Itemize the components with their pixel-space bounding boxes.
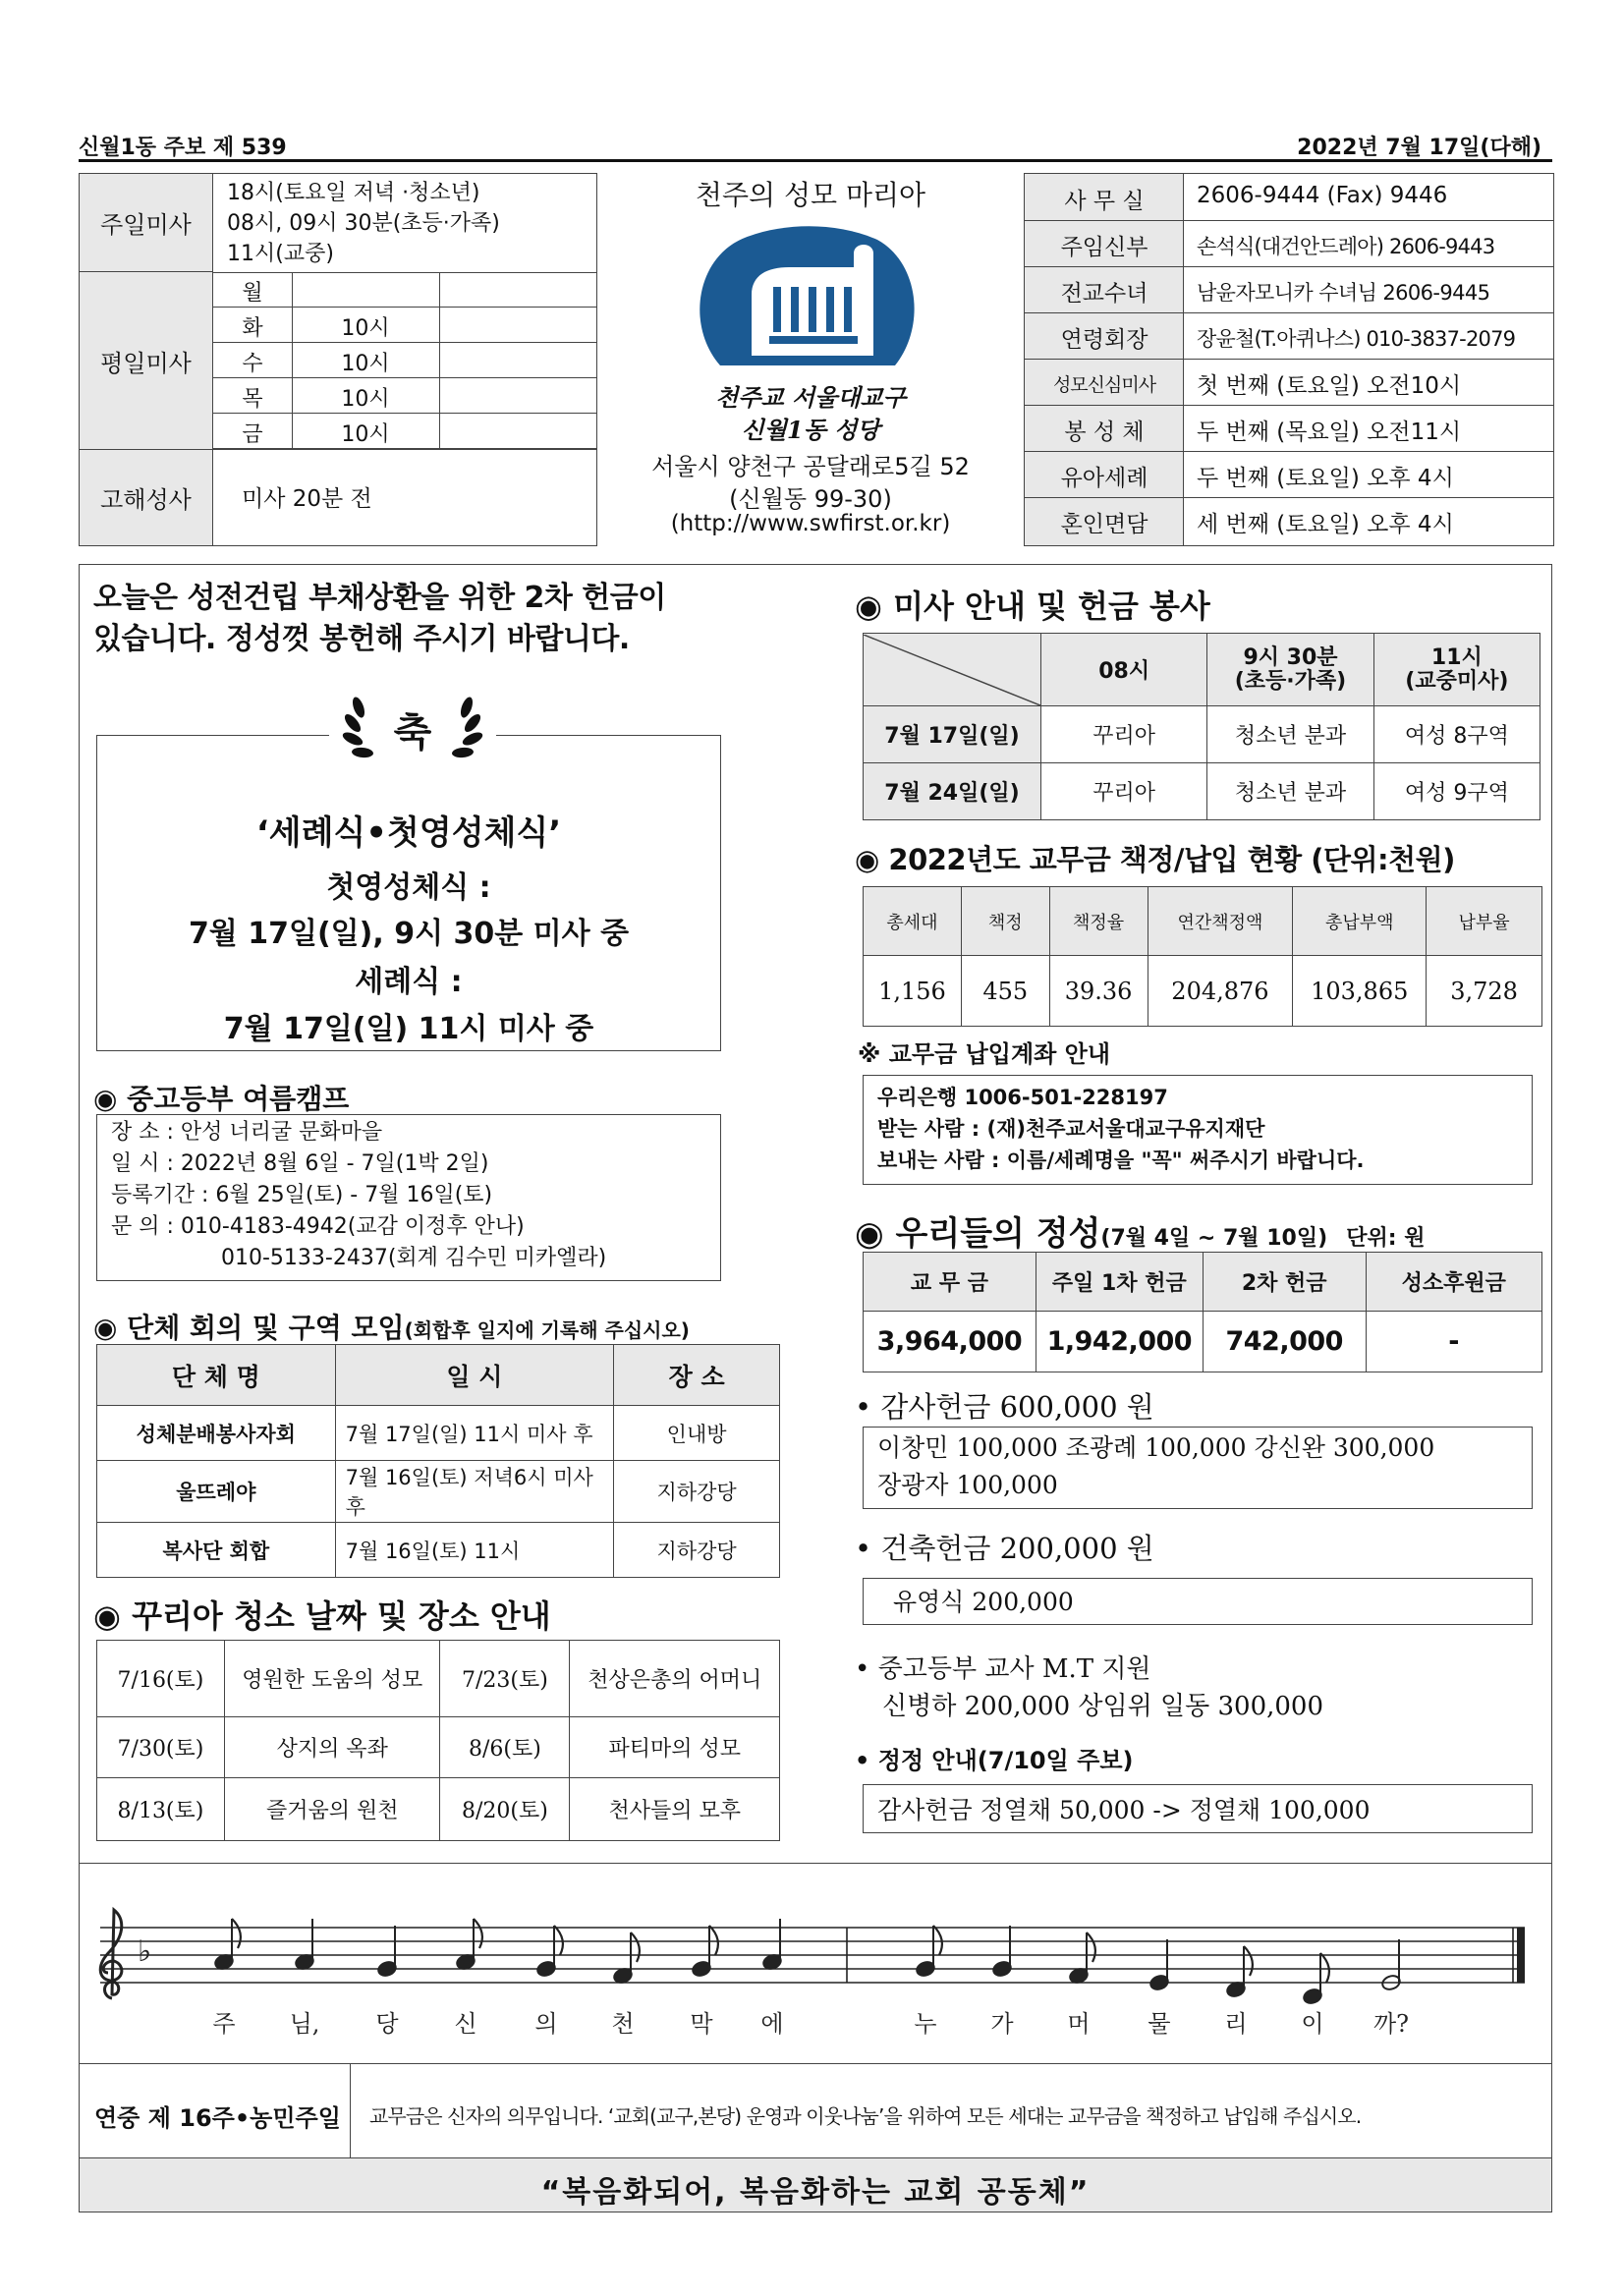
contacts-table xyxy=(1024,173,1554,546)
celebration-badge-text: 축 xyxy=(393,710,432,756)
diagonal-cell xyxy=(864,634,1041,706)
meetings-header-time: 일 시 xyxy=(335,1345,614,1406)
mass-guide-header-0800: 08시 xyxy=(1041,634,1207,706)
lyric-syllable: 리 xyxy=(1224,2010,1248,2038)
dues-duty-notice: 교무금은 신자의 의무입니다. ‘교회(교구,본당) 운영과 이웃나눔’을 위하여 모든 세대는 교무금을 책정하고 납입해 주십시오. xyxy=(369,2104,1362,2128)
mass-guide-table xyxy=(863,633,1540,820)
music-note xyxy=(691,1926,718,1978)
lyric-syllable: 님, xyxy=(289,2010,320,2038)
offerings-header: 주일 1차 헌금 xyxy=(1036,1253,1203,1312)
meeting-place: 지하강당 xyxy=(614,1461,780,1523)
table-row xyxy=(864,706,1540,763)
weekday-wed-pm: 10시 xyxy=(341,352,390,376)
offerings-value: 1,942,000 xyxy=(1036,1312,1203,1372)
mass-guide-title: ◉ 미사 안내 및 헌금 봉사 xyxy=(855,588,1210,625)
meeting-group: 성체분배봉사자회 xyxy=(97,1406,336,1461)
camp-title: ◉ 중고등부 여름캠프 xyxy=(93,1083,350,1115)
dues-value: 3,728 xyxy=(1427,956,1542,1027)
cleaning-group: 상지의 옥좌 xyxy=(224,1717,440,1778)
weekday-grid xyxy=(213,272,596,449)
lyric-syllable: 머 xyxy=(1067,2010,1091,2038)
mass-guide-date: 7월 17일(일) xyxy=(864,706,1041,763)
lyric-syllable: 막 xyxy=(690,2010,713,2038)
cleaning-date: 7/30(토) xyxy=(97,1717,225,1778)
table-row xyxy=(864,956,1542,1027)
sunday-mass-times xyxy=(227,178,500,269)
camp-registration: 등록기간 : 6월 25일(토) - 7월 16일(토) xyxy=(111,1183,493,1207)
table-row xyxy=(97,1641,780,1717)
cleaning-group: 즐거움의 원천 xyxy=(224,1778,440,1841)
mass-guide-cell: 꾸리아 xyxy=(1041,706,1207,763)
mass-guide-header-0930-note: (초등·가족) xyxy=(1234,668,1347,694)
contact-value-marian: 첫 번째 (토요일) 오전10시 xyxy=(1197,373,1462,399)
bulletin-date: 2022년 7월 17일(다해) xyxy=(1297,136,1541,160)
table-row xyxy=(864,1312,1542,1372)
music-note xyxy=(1380,1939,1401,1991)
mass-guide-date: 7월 24일(일) xyxy=(864,763,1041,820)
offerings-table xyxy=(863,1252,1542,1372)
dues-header: 납부율 xyxy=(1427,887,1542,956)
dues-value: 455 xyxy=(961,956,1049,1027)
dues-header: 책정율 xyxy=(1049,887,1148,956)
account-sender-note: 보내는 사람 : 이름/세례명을 "꼭" 써주시기 바랍니다. xyxy=(877,1148,1365,1172)
offerings-value: - xyxy=(1366,1312,1541,1372)
meeting-group: 울뜨레야 xyxy=(97,1461,336,1523)
weekday-tue: 화 xyxy=(242,316,263,341)
dues-value: 204,876 xyxy=(1148,956,1293,1027)
camp-contact-1: 문 의 : 010-4183-4942(교감 이정후 안나) xyxy=(111,1214,525,1239)
table-row xyxy=(864,763,1540,820)
weekday-mass-label: 평일미사 xyxy=(80,272,213,449)
mass-guide-header-1100-time: 11시 xyxy=(1430,644,1483,670)
meetings-title: ◉ 단체 회의 및 구역 모임 xyxy=(93,1312,405,1344)
offerings-unit: 단위: 원 xyxy=(1346,1226,1426,1251)
sunday-mass-label: 주일미사 xyxy=(80,174,213,272)
dues-value: 39.36 xyxy=(1049,956,1148,1027)
teacher-support-title: • 중고등부 교사 M.T 지원 xyxy=(855,1654,1151,1684)
music-note xyxy=(761,1919,782,1971)
teacher-support-donors: 신병하 200,000 상임위 일동 300,000 xyxy=(882,1692,1324,1721)
teacher-support xyxy=(855,1651,1323,1725)
account-bank: 우리은행 1006-501-228197 xyxy=(877,1086,1168,1109)
confession-value: 미사 20분 전 xyxy=(242,486,372,512)
meetings-header-group: 단 체 명 xyxy=(97,1345,336,1406)
contact-label-pastor: 주임신부 xyxy=(1060,235,1148,260)
music-note xyxy=(455,1919,482,1971)
first-communion-time: 7월 17일(일), 9시 30분 미사 중 xyxy=(188,917,630,951)
mass-guide-cell: 꾸리아 xyxy=(1041,763,1207,820)
dues-table xyxy=(863,886,1542,1027)
lyric-syllable: 누 xyxy=(914,2010,937,2038)
dues-value: 103,865 xyxy=(1293,956,1427,1027)
table-row xyxy=(97,1406,780,1461)
contact-value-sister: 남윤자모니카 수녀님 2606-9445 xyxy=(1197,281,1490,305)
meeting-place: 지하강당 xyxy=(614,1523,780,1578)
offerings-header: 2차 헌금 xyxy=(1203,1253,1366,1312)
cleaning-group: 파티마의 성모 xyxy=(570,1717,780,1778)
parish-logo xyxy=(691,218,926,375)
offerings-header: 성소후원금 xyxy=(1366,1253,1541,1312)
mass-guide-cell: 여성 9구역 xyxy=(1373,763,1540,820)
contact-label-communion: 봉 성 체 xyxy=(1064,420,1145,445)
header-rule xyxy=(79,159,1552,162)
dues-header: 총납부액 xyxy=(1293,887,1427,956)
music-note xyxy=(1148,1939,1169,1991)
parish-address: 서울시 양천구 공달래로5길 52 xyxy=(651,453,970,480)
contact-value-communion: 두 번째 (목요일) 오전11시 xyxy=(1197,420,1462,445)
meetings-header-place: 장 소 xyxy=(614,1345,780,1406)
notice-line-1: 오늘은 성전건립 부채상환을 위한 2차 헌금이 xyxy=(93,581,666,615)
meetings-note: (회합후 일지에 기록해 주십시오) xyxy=(404,1318,690,1342)
baptism-time: 7월 17일(일) 11시 미사 중 xyxy=(223,1012,594,1046)
weekday-wed: 수 xyxy=(242,352,263,376)
logo-script-diocese: 천주교 서울대교구 xyxy=(715,383,906,412)
building-offering-donor: 유영식 200,000 xyxy=(893,1588,1074,1616)
weekday-thu: 목 xyxy=(242,387,263,412)
music-note xyxy=(612,1932,640,1985)
contact-label-marriage: 혼인면담 xyxy=(1060,512,1148,537)
cleaning-date: 7/16(토) xyxy=(97,1641,225,1717)
liturgical-week: 연중 제 16주•농민주일 xyxy=(94,2104,341,2132)
mass-guide-cell: 여성 8구역 xyxy=(1373,706,1540,763)
cleaning-date: 7/23(토) xyxy=(440,1641,570,1717)
notice-line-2: 있습니다. 정성껏 봉헌해 주시기 바랍니다. xyxy=(93,622,630,656)
camp-place: 장 소 : 안성 너리굴 문화마을 xyxy=(111,1120,383,1145)
contact-value-funeral: 장윤철(T.아퀴나스) 010-3837-2079 xyxy=(1197,327,1516,351)
meeting-time: 7월 17일(일) 11시 미사 후 xyxy=(335,1406,614,1461)
table-row xyxy=(97,1461,780,1523)
lyric-syllable: 당 xyxy=(375,2010,399,2038)
table-row xyxy=(97,1523,780,1578)
music-note xyxy=(1225,1946,1253,1998)
contact-value-baptism: 두 번째 (토요일) 오후 4시 xyxy=(1197,466,1454,491)
contact-label-marian: 성모신심미사 xyxy=(1052,374,1156,396)
account-box xyxy=(863,1075,1533,1185)
hymn-notes xyxy=(79,1863,1552,2063)
meeting-group: 복사단 회합 xyxy=(97,1523,336,1578)
contact-label-office: 사 무 실 xyxy=(1064,189,1145,214)
music-note xyxy=(915,1926,942,1978)
lyric-syllable: 주 xyxy=(212,2010,236,2038)
mass-guide-header-1100-note: (교중미사) xyxy=(1405,668,1509,694)
music-note xyxy=(294,1919,314,1971)
lyric-syllable: 천 xyxy=(611,2010,635,2038)
parish-slogan: “복음화되어, 복음화하는 교회 공동체” xyxy=(540,2175,1091,2210)
dues-header: 총세대 xyxy=(864,887,962,956)
meeting-time: 7월 16일(토) 저녁6시 미사 후 xyxy=(335,1461,614,1523)
building-offering-title: • 건축헌금 200,000 원 xyxy=(855,1532,1154,1565)
flat-sign-icon: ♭ xyxy=(138,1934,152,1969)
building-offering-box xyxy=(863,1578,1533,1625)
account-recipient: 받는 사람 : (재)천주교서울대교구유지재단 xyxy=(877,1117,1265,1141)
lyric-syllable: 신 xyxy=(454,2010,477,2038)
cleaning-date: 8/6(토) xyxy=(440,1717,570,1778)
dues-header: 책정 xyxy=(961,887,1049,956)
offerings-header: 교 무 금 xyxy=(864,1253,1036,1312)
dues-title: ◉ 2022년도 교무금 책정/납입 현황 (단위:천원) xyxy=(855,843,1455,876)
lyric-syllable: 이 xyxy=(1301,2010,1324,2038)
thanks-offering-donors-2: 장광자 100,000 xyxy=(877,1471,1058,1499)
music-note xyxy=(535,1926,563,1978)
contact-value-pastor: 손석식(대건안드레아) 2606-9443 xyxy=(1197,235,1495,258)
music-note xyxy=(1068,1932,1095,1985)
table-row xyxy=(97,1717,780,1778)
mass-guide-header-0930-time: 9시 30분 xyxy=(1243,644,1338,670)
weekday-thu-pm: 10시 xyxy=(341,387,390,412)
meetings-heading xyxy=(93,1307,690,1346)
lyric-syllable: 의 xyxy=(534,2010,558,2038)
thanks-offering-box xyxy=(863,1427,1533,1509)
bulletin-number: 신월1동 주보 제 539 xyxy=(79,136,287,160)
parish-website-link[interactable]: (http://www.swfirst.or.kr) xyxy=(670,511,951,536)
cleaning-date: 8/13(토) xyxy=(97,1778,225,1841)
parish-patron-title: 천주의 성모 마리아 xyxy=(695,179,926,211)
offerings-period: (7월 4일 ~ 7월 10일) xyxy=(1100,1226,1328,1251)
offerings-value: 3,964,000 xyxy=(864,1312,1036,1372)
camp-contact-2: 010-5133-2437(회계 김수민 미카엘라) xyxy=(221,1246,607,1270)
baptism-label: 세례식 : xyxy=(355,965,463,999)
church-logo-icon xyxy=(691,218,926,375)
confession-label: 고해성사 xyxy=(80,449,213,545)
cleaning-title: ◉ 꾸리아 청소 날짜 및 장소 안내 xyxy=(93,1597,551,1635)
cleaning-table xyxy=(96,1640,780,1841)
music-note xyxy=(1302,1953,1329,2005)
contact-value-marriage: 세 번째 (토요일) 오후 4시 xyxy=(1197,512,1454,537)
camp-date: 일 시 : 2022년 8월 6일 - 7일(1박 2일) xyxy=(111,1151,489,1176)
lyric-syllable: 까? xyxy=(1372,2010,1410,2038)
cleaning-group: 영원한 도움의 성모 xyxy=(224,1641,440,1717)
correction-title: • 정정 안내(7/10일 주보) xyxy=(855,1747,1134,1774)
contact-label-funeral: 연령회장 xyxy=(1060,327,1148,353)
thanks-offering-donors-1: 이창민 100,000 조광례 100,000 강신완 300,000 xyxy=(877,1433,1435,1462)
music-note xyxy=(991,1926,1012,1978)
laurel-badge xyxy=(329,688,496,770)
weekday-mon: 월 xyxy=(242,281,263,306)
special-collection-notice xyxy=(93,578,666,660)
sunday-time-2: 08시, 09시 30분(초등·가족) xyxy=(227,211,500,236)
mass-guide-cell: 청소년 분과 xyxy=(1207,706,1373,763)
lyric-syllable: 에 xyxy=(760,2010,784,2038)
sunday-time-3: 11시(교중) xyxy=(227,242,334,266)
offerings-title: ◉ 우리들의 정성 xyxy=(855,1214,1101,1254)
lyric-syllable: 가 xyxy=(990,2010,1014,2038)
sunday-time-1: 18시(토요일 저녁 ·청소년) xyxy=(227,181,480,205)
cleaning-group: 천상은총의 어머니 xyxy=(570,1641,780,1717)
meetings-table xyxy=(96,1344,780,1578)
meeting-place: 인내방 xyxy=(614,1406,780,1461)
account-title: ※ 교무금 납입계좌 안내 xyxy=(858,1040,1111,1068)
celebration-title: ‘세례식•첫영성체식’ xyxy=(255,813,562,853)
weekday-tue-pm: 10시 xyxy=(341,316,390,341)
meeting-time: 7월 16일(토) 11시 xyxy=(335,1523,614,1578)
correction-box xyxy=(863,1784,1533,1833)
contact-label-sister: 전교수녀 xyxy=(1060,281,1148,307)
weekday-fri: 금 xyxy=(242,422,263,447)
music-note xyxy=(213,1919,241,1971)
dues-header: 연간책정액 xyxy=(1148,887,1293,956)
contact-value-office: 2606-9444 (Fax) 9446 xyxy=(1197,183,1448,208)
parish-address-lot: (신월동 99-30) xyxy=(729,485,892,513)
camp-box xyxy=(96,1114,721,1281)
table-row xyxy=(97,1778,780,1841)
cleaning-group: 천사들의 모후 xyxy=(570,1778,780,1841)
offerings-heading xyxy=(855,1206,1425,1255)
thanks-offering-title: • 감사헌금 600,000 원 xyxy=(855,1390,1154,1424)
mass-schedule-table xyxy=(79,173,597,546)
logo-script-parish: 신월1동 성당 xyxy=(741,416,880,444)
music-note xyxy=(376,1926,397,1978)
cleaning-date: 8/20(토) xyxy=(440,1778,570,1841)
contact-label-baptism: 유아세례 xyxy=(1060,466,1148,491)
mass-guide-header-0930 xyxy=(1207,634,1373,706)
correction-text: 감사헌금 정열채 50,000 -> 정열채 100,000 xyxy=(877,1796,1371,1824)
mass-guide-cell: 청소년 분과 xyxy=(1207,763,1373,820)
mass-guide-header-1100 xyxy=(1373,634,1540,706)
offerings-value: 742,000 xyxy=(1203,1312,1366,1372)
dues-value: 1,156 xyxy=(864,956,962,1027)
weekday-fri-pm: 10시 xyxy=(341,422,390,447)
lyric-syllable: 물 xyxy=(1148,2010,1171,2038)
first-communion-label: 첫영성체식 : xyxy=(326,870,491,905)
